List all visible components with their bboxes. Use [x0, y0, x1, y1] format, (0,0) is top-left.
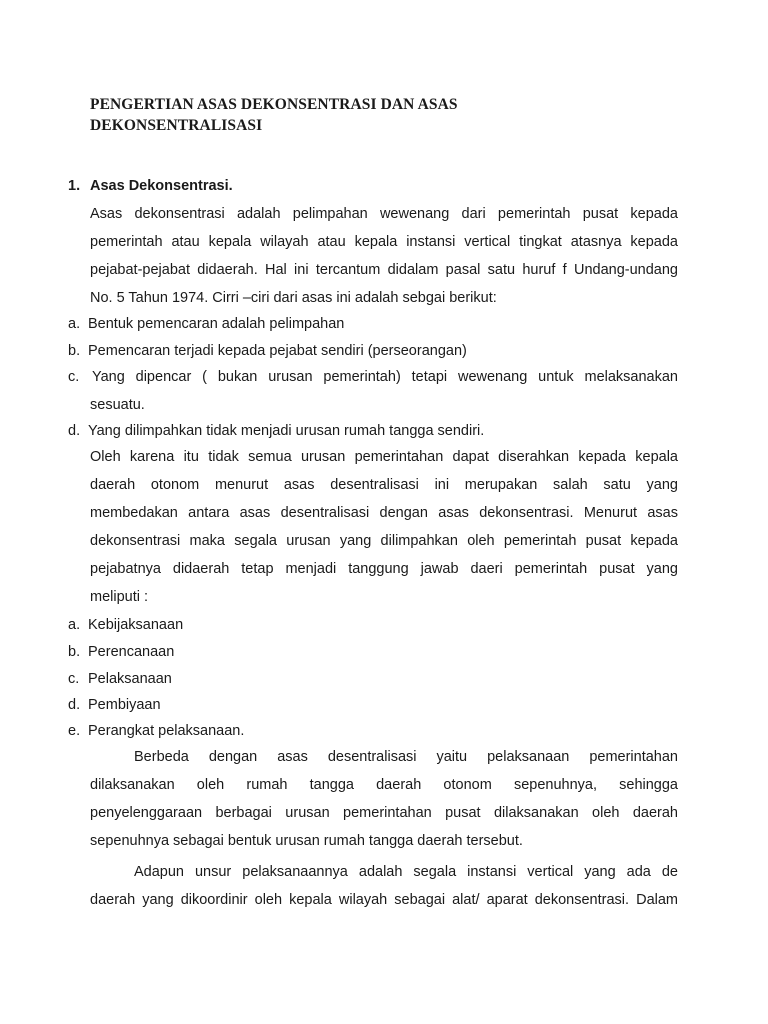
list-item	[68, 423, 484, 439]
list-item-marker-c	[68, 369, 79, 385]
para3-line-3: penyelenggaraan berbagai urusan pemerintahan pusat dilaksanakan oleh daerah	[90, 805, 678, 821]
list-marker: e.	[68, 723, 81, 739]
list-marker: c.	[68, 671, 80, 687]
title-line-1: PENGERTIAN ASAS DEKONSENTRASI DAN ASAS	[90, 96, 458, 113]
para2-line-4: dekonsentrasi maka segala urusan yang dilimpahkan oleh pemerintah pusat kepada	[90, 533, 678, 549]
para2-line-1: Oleh karena itu tidak semua urusan pemerintahan dapat diserahkan kepada kepala	[90, 449, 678, 465]
list-marker: a.	[68, 617, 81, 633]
list-item-text: Perencanaan	[88, 644, 175, 660]
list-marker: b.	[68, 644, 81, 660]
list-item-text: Pelaksanaan	[88, 671, 172, 687]
list-marker: c.	[68, 369, 80, 385]
list-item	[68, 644, 174, 660]
section-heading-text: Asas Dekonsentrasi.	[90, 178, 233, 194]
para4-line-1: Adapun unsur pelaksanaannya adalah segala instansi vertical yang ada de	[134, 864, 678, 880]
intro-line-4: No. 5 Tahun 1974. Cirri –ciri dari asas ini adalah sebgai berikut:	[90, 290, 497, 306]
list-item-text: Kebijaksanaan	[88, 617, 184, 633]
para2-line-5: pejabatnya didaerah tetap menjadi tanggung jawab daeri pemerintah pusat yang	[90, 561, 678, 577]
intro-line-1: Asas dekonsentrasi adalah pelimpahan wewenang dari pemerintah pusat kepada	[90, 206, 678, 222]
list-item	[68, 697, 161, 713]
para3-line-1: Berbeda dengan asas desentralisasi yaitu pelaksanaan pemerintahan	[134, 749, 678, 765]
section-heading	[68, 178, 233, 194]
title-line-2: DEKONSENTRALISASI	[90, 117, 263, 134]
list-item	[68, 343, 467, 359]
list-item-text: Yang dipencar ( bukan urusan pemerintah) tetapi wewenang untuk melaksanakan	[92, 369, 678, 385]
list-item	[68, 316, 344, 332]
list-item-text: Yang dilimpahkan tidak menjadi urusan rumah tangga sendiri.	[88, 423, 485, 439]
section-number: 1.	[68, 178, 81, 194]
list-marker: d.	[68, 697, 81, 713]
intro-line-2: pemerintah atau kepala wilayah atau kepala instansi vertical tingkat atasnya kepada	[90, 234, 678, 250]
list-item-text: Pembiyaan	[88, 697, 161, 713]
para3-line-2: dilaksanakan oleh rumah tangga daerah otonom sepenuhnya, sehingga	[90, 777, 678, 793]
list-item-continuation: sesuatu.	[90, 397, 145, 413]
para4-line-2: daerah yang dikoordinir oleh kepala wilayah sebagai alat/ aparat dekonsentrasi. Dalam	[90, 892, 678, 908]
list-marker: b.	[68, 343, 81, 359]
intro-line-3: pejabat-pejabat didaerah. Hal ini tercantum didalam pasal satu huruf f Undang-undang	[90, 262, 678, 278]
para3-line-4: sepenuhnya sebagai bentuk urusan rumah tangga daerah tersebut.	[90, 833, 523, 849]
list-marker: d.	[68, 423, 81, 439]
para2-line-3: membedakan antara asas desentralisasi dengan asas dekonsentrasi. Menurut asas	[90, 505, 678, 521]
list-item-text: Perangkat pelaksanaan.	[88, 723, 245, 739]
list-item	[68, 723, 244, 739]
list-marker: a.	[68, 316, 81, 332]
list-item-text: Pemencaran terjadi kepada pejabat sendiri (perseorangan)	[88, 343, 467, 359]
list-item	[68, 617, 183, 633]
list-item	[68, 671, 172, 687]
document-title	[90, 94, 650, 136]
para2-line-6: meliputi :	[90, 589, 149, 605]
list-item-text: Bentuk pemencaran adalah pelimpahan	[88, 316, 345, 332]
para2-line-2: daerah otonom menurut asas desentralisasi ini merupakan salah satu yang	[90, 477, 678, 493]
